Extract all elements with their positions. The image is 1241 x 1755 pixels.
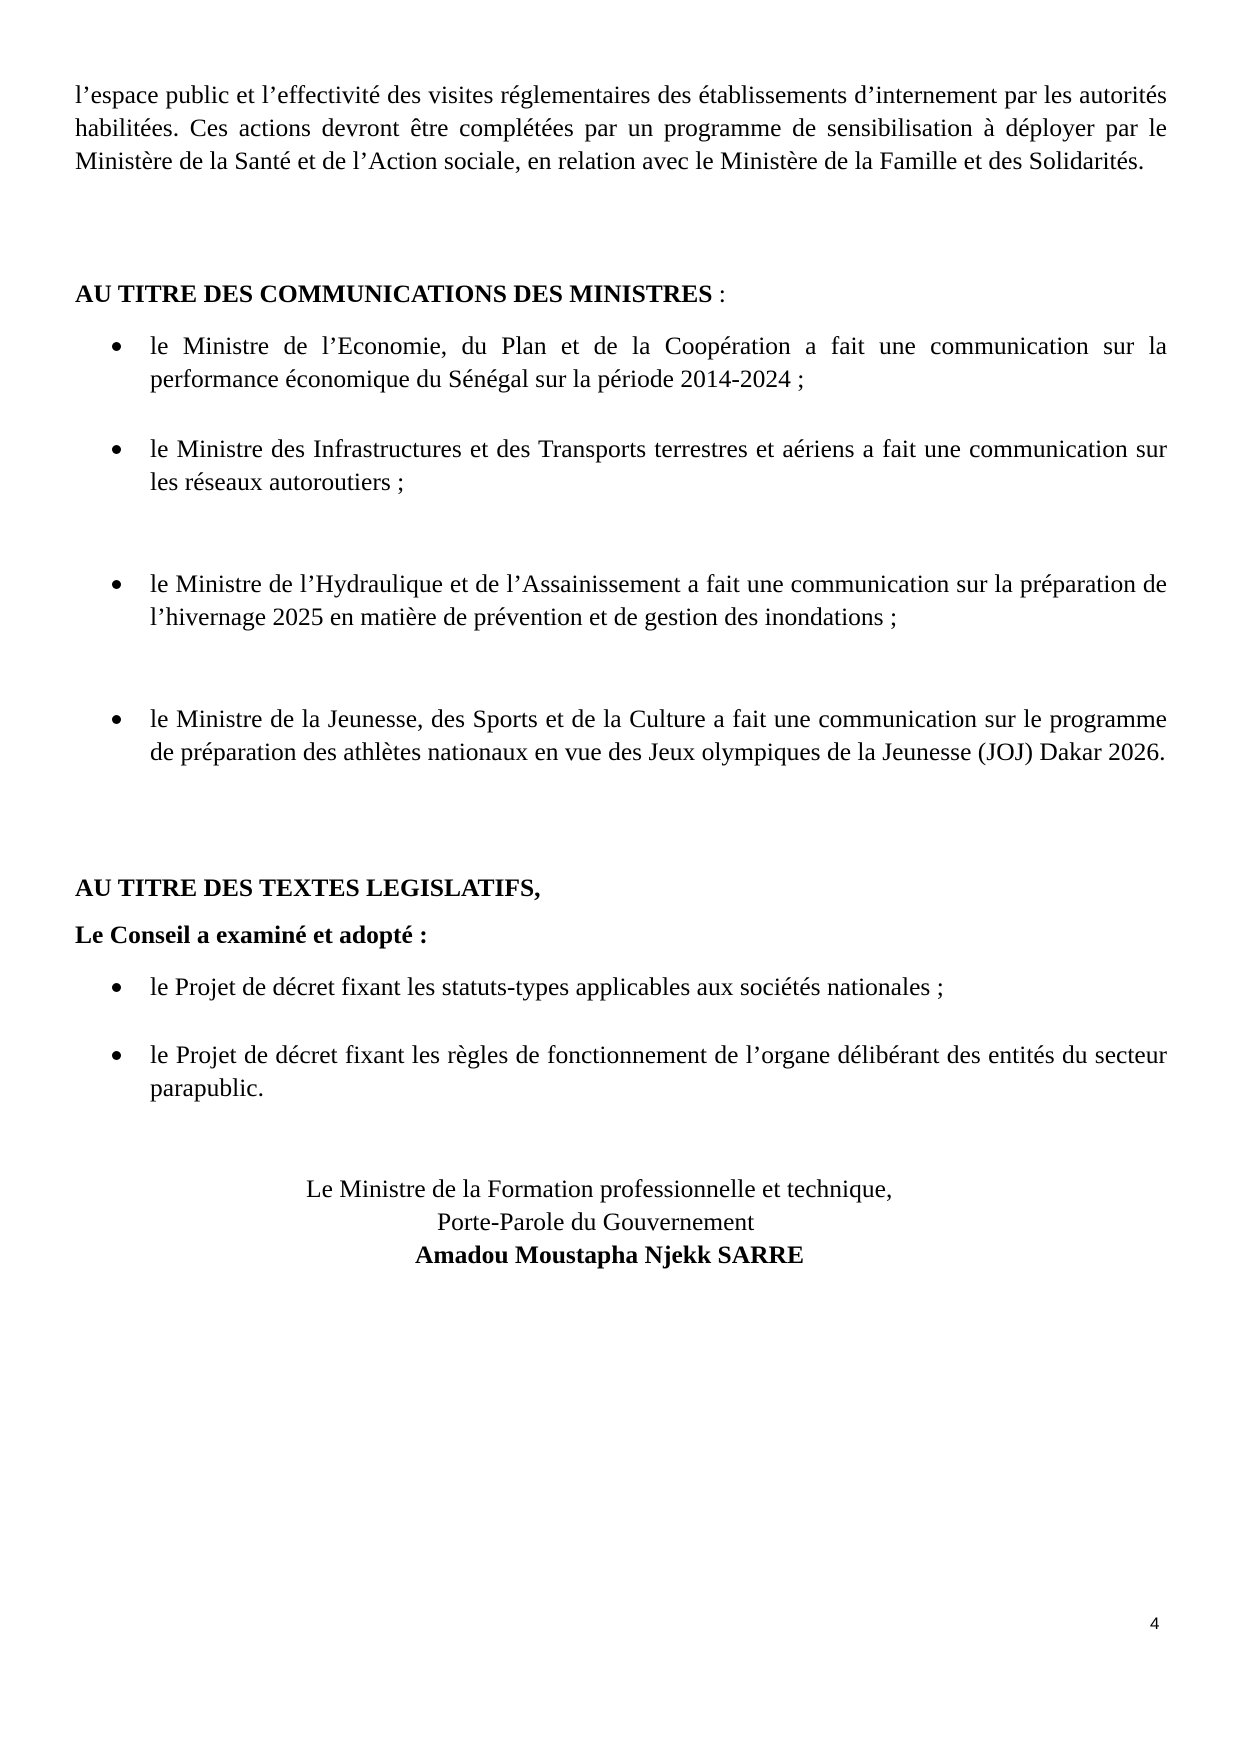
list-item — [75, 970, 1167, 1003]
list-item — [75, 702, 1167, 768]
communications-heading — [75, 277, 726, 310]
bullet-icon — [112, 983, 121, 992]
bullet-icon — [112, 445, 121, 454]
list-item-text: le Ministre de l’Hydraulique et de l’Assainissement a fait une communication sur la préparation de l’hivernage 2025 en matière de prévention et de gestion des inondations ; — [150, 569, 1167, 631]
list-item — [75, 567, 1167, 633]
list-item-text: le Ministre de l’Economie, du Plan et de la Coopération a fait une communication sur la performance économique du Sénégal sur la période 2014-2024 ; — [150, 331, 1167, 393]
bullet-icon — [112, 715, 121, 724]
bullet-icon — [112, 1051, 121, 1060]
list-item-text: le Ministre des Infrastructures et des Transports terrestres et aériens a fait une communication sur les réseaux autoroutiers ; — [150, 434, 1167, 496]
list-item-text: le Ministre de la Jeunesse, des Sports et de la Culture a fait une communication sur le programme de préparation des athlètes nationaux en vue des Jeux olympiques de la Jeunesse (JOJ) Dakar 2026. — [150, 704, 1167, 766]
bullet-icon — [112, 342, 121, 351]
list-item — [75, 432, 1167, 498]
bullet-icon — [112, 580, 121, 589]
communications-heading-suffix: : — [712, 279, 726, 308]
legislative-heading-text: AU TITRE DES TEXTES LEGISLATIFS, — [75, 873, 541, 902]
legislative-heading — [75, 871, 541, 904]
list-item — [75, 1038, 1167, 1104]
signature-role-line: Porte-Parole du Gouvernement — [437, 1207, 755, 1236]
signature-name: Amadou Moustapha Njekk SARRE — [415, 1240, 804, 1269]
page-number: 4 — [1150, 1614, 1160, 1633]
intro-paragraph: l’espace public et l’effectivité des visites réglementaires des établissements d’internement par les autorités habilitées. Ces actions devront être complétées par un programme de sensibilisation à déployer par le Ministère de la Santé et de l’Action sociale, en relation avec le Ministère de la Famille et des Solidarités. — [75, 80, 1167, 175]
signature-title-line: Le Ministre de la Formation professionnelle et technique, — [306, 1174, 893, 1203]
list-item-text: le Projet de décret fixant les règles de fonctionnement de l’organe délibérant des entités du secteur parapublic. — [150, 1040, 1167, 1102]
list-item — [75, 329, 1167, 395]
communications-heading-text: AU TITRE DES COMMUNICATIONS DES MINISTRES — [75, 279, 713, 308]
legislative-subheading — [75, 918, 428, 951]
list-item-text: le Projet de décret fixant les statuts-types applicables aux sociétés nationales ; — [150, 972, 944, 1001]
legislative-subheading-text: Le Conseil a examiné et adopté : — [75, 920, 428, 949]
